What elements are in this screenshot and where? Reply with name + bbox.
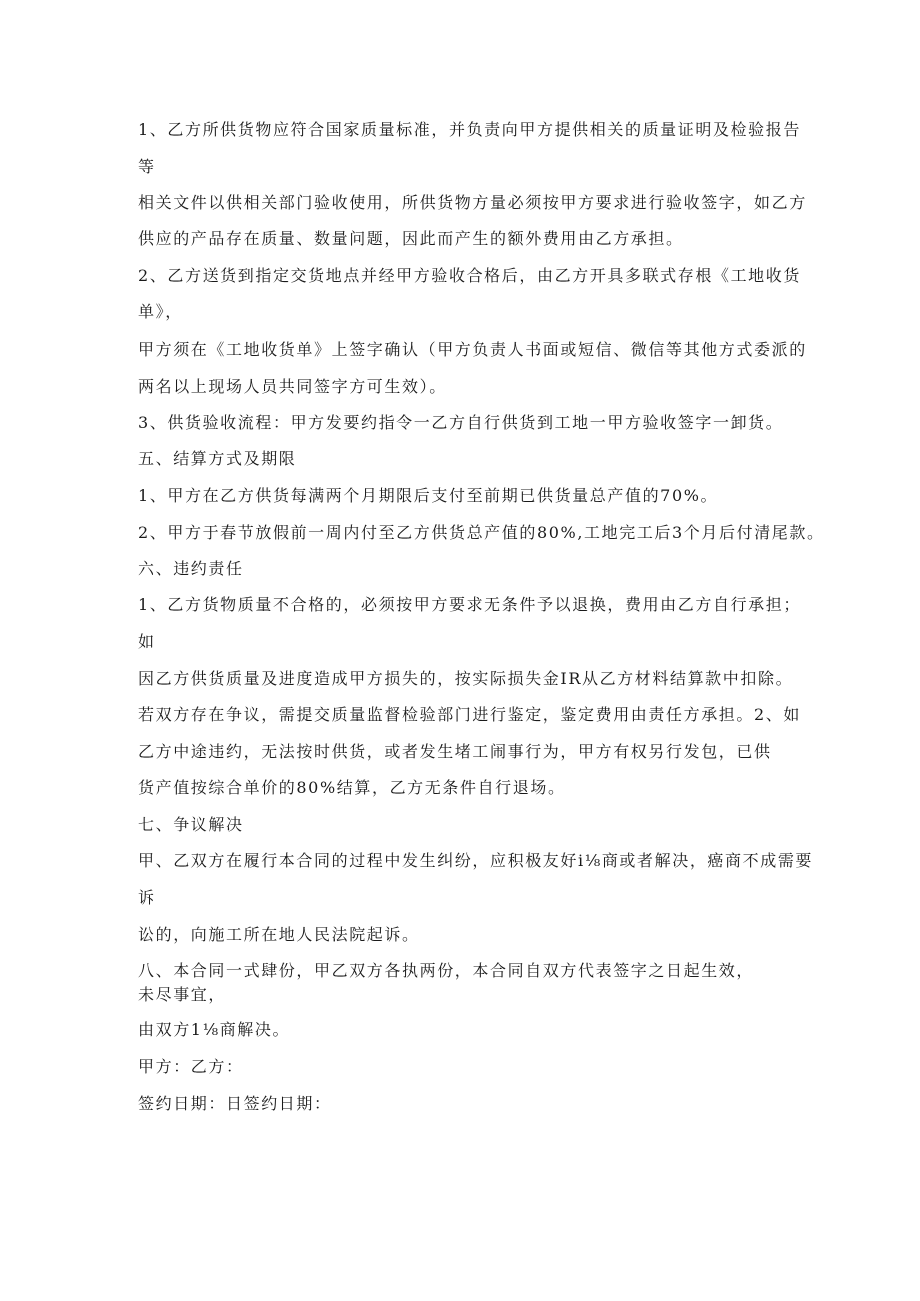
section-heading: 七、争议解决 (138, 815, 244, 834)
clause-line: 八、本合同一式肆份，甲乙双方各执两份，本合同自双方代表签字之日起生效， (138, 961, 755, 980)
clause-line: 如 (138, 632, 156, 651)
section-heading: 五、结算方式及期限 (138, 449, 297, 468)
clause-line: 甲方须在《工地收货单》上签字确认（甲方负责人书面或短信、微信等其他方式委派的 (138, 340, 807, 359)
clause-line: 讼的，向施工所在地人民法院起诉。 (138, 925, 420, 944)
clause-line: 供应的产品存在质量、数量问题，因此而产生的额外费用由乙方承担。 (138, 229, 684, 248)
clause-line: 两名以上现场人员共同签字方可生效）。 (138, 377, 447, 396)
clause-line: 若双方存在争议，需提交质量监督检验部门进行鉴定，鉴定费用由责任方承担。2、如 (138, 705, 801, 724)
clause-line: 货产值按综合单价的80%结算，乙方无条件自行退场。 (138, 778, 566, 797)
clause-line: 等 (138, 157, 156, 176)
clause-line: 2、乙方送货到指定交货地点并经甲方验收合格后，由乙方开具多联式存根《工地收货 (138, 266, 801, 285)
clause-line: 因乙方供货质量及进度造成甲方损失的，按实际损失金IR从乙方材料结算款中扣除。 (138, 669, 794, 688)
clause-line: 1、乙方所供货物应符合国家质量标准，并负责向甲方提供相关的质量证明及检验报告 (138, 120, 801, 139)
clause-line: 未尽事宜， (138, 985, 227, 1004)
clause-line: 由双方1⅛商解决。 (138, 1020, 291, 1039)
clause-line: 1、乙方货物质量不合格的，必须按甲方要求无条件予以退换，费用由乙方自行承担； (138, 595, 801, 614)
clause-line: 3、供货验收流程：甲方发要约指令一乙方自行供货到工地一甲方验收签字一卸货。 (138, 413, 784, 432)
signature-dates: 签约日期：日签约日期： (138, 1094, 332, 1113)
section-heading: 六、违约责任 (138, 559, 244, 578)
clause-line: 诉 (138, 888, 156, 907)
clause-line: 1、甲方在乙方供货每满两个月期限后支付至前期已供货量总产值的70%。 (138, 486, 719, 505)
clause-line: 单》， (138, 302, 183, 321)
signature-parties: 甲方：乙方： (138, 1057, 244, 1076)
clause-line: 甲、乙双方在履行本合同的过程中发生纠纷，应积极友好i⅛商或者解决，癌商不成需要 (138, 851, 814, 870)
clause-line: 相关文件以供相关部门验收使用，所供货物方量必须按甲方要求进行验收签字，如乙方 (138, 193, 807, 212)
clause-line: 2、甲方于春节放假前一周内付至乙方供货总产值的80%,工地完工后3个月后付清尾款。 (138, 523, 825, 542)
clause-line: 乙方中途违约，无法按时供货，或者发生堵工闹事行为，甲方有权另行发包，已供 (138, 742, 772, 761)
